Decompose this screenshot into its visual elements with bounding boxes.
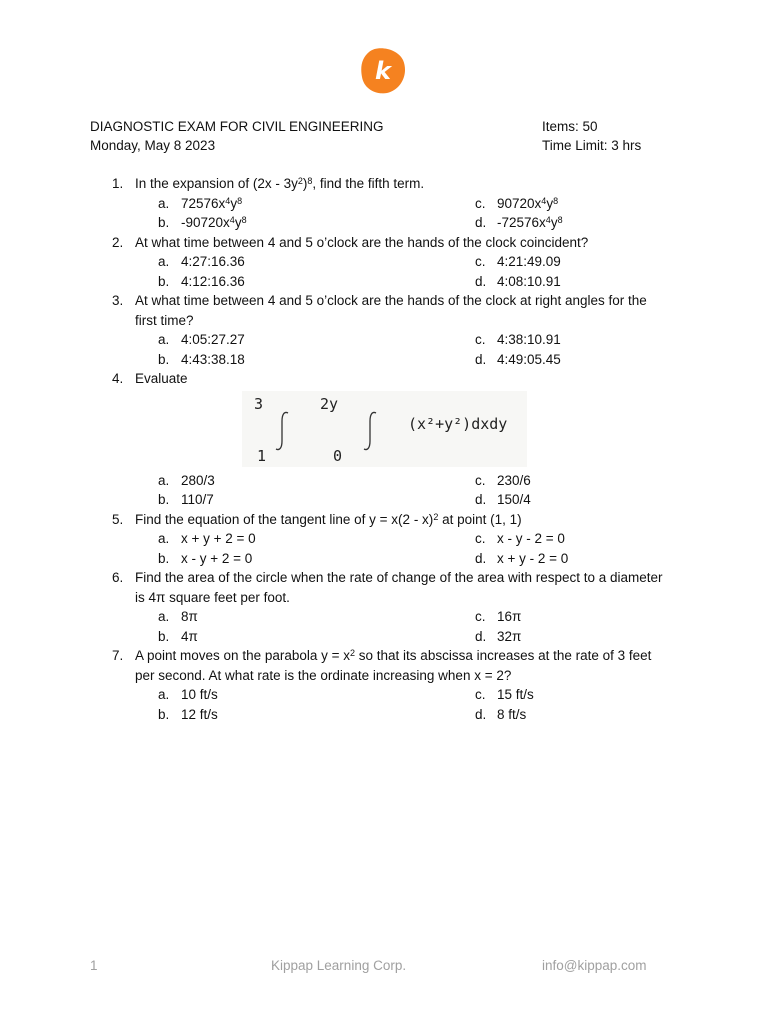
footer-company: Kippap Learning Corp. [271,958,407,973]
choice-text: 110/7 [181,492,214,507]
inner-upper-limit: 2y [320,394,339,413]
footer-email: info@kippap.com [542,958,647,973]
choice-text: x + y - 2 = 0 [497,550,569,566]
choice-letter: c. [475,195,486,211]
question-1 [0,174,768,233]
choice-text: 8π [181,609,198,624]
choice-letter: c. [475,254,486,269]
choice-row [0,549,768,569]
question-number: 6. [112,570,124,585]
choice-text: $90720x^4y^8$ [497,195,559,211]
question-2 [0,233,768,292]
choice-row [0,685,768,705]
choice-letter: d. [475,550,487,566]
choice-text: 4:12:16.36 [181,273,245,289]
question-list [0,174,768,724]
exam-title: DIAGNOSTIC EXAM FOR CIVIL ENGINEERING [90,119,384,134]
choice-letter: c. [475,687,486,702]
choice-letter: d. [475,215,487,230]
choice-letter: b. [158,706,170,722]
choice-row [0,252,768,272]
question-number: 7. [112,648,124,663]
choice-text: 4:08:10.91 [497,273,561,289]
choice-letter: c. [475,332,486,347]
choice-text: x - y + 2 = 0 [181,550,253,566]
choice-text: 12 ft/s [181,706,218,722]
choice-text: x - y - 2 = 0 [497,531,565,546]
integrand: (x²+y²)dxdy [408,414,508,433]
question-line [0,369,768,389]
choice-text: 230/6 [497,472,531,488]
time-limit: Time Limit: 3 hrs [542,138,642,153]
choice-text: $-72576x^4y^8$ [497,215,563,230]
choice-text: 4:27:16.36 [181,254,245,269]
integral-sign [276,412,288,449]
question-6 [0,568,768,646]
choice-letter: b. [158,273,170,289]
choice-text: 8 ft/s [497,706,527,722]
choice-row [0,529,768,549]
question-text-continued: is 4π square feet per foot. [135,589,290,605]
choice-text: $-90720x^4y^8$ [181,215,247,230]
question-text-continued: per second. At what rate is the ordinate increasing when x = 2? [135,667,512,683]
choice-letter: b. [158,351,170,367]
choice-row [0,607,768,627]
question-line [0,233,768,253]
question-text: In the expansion of $(2x - 3y^2)^8$, find the fifth term. [135,176,425,191]
choice-letter: d. [475,351,487,367]
choice-text: 4:38:10.91 [497,332,561,347]
question-3 [0,291,768,369]
choice-text: 4π [181,628,198,644]
choice-row [0,272,768,292]
choice-letter: a. [158,531,170,546]
choice-row [0,330,768,350]
choice-text: 4:21:49.09 [497,254,561,269]
question-line [0,291,768,311]
integral-sign [364,412,376,449]
choice-text: $72576x^4y^8$ [181,195,243,211]
choice-letter: d. [475,492,487,507]
question-line [0,646,768,666]
question-text-continued: first time? [135,312,194,328]
choice-text: 150/4 [497,492,531,507]
question-line [0,174,768,194]
choice-row [0,213,768,233]
choice-row [0,490,768,510]
choice-letter: a. [158,332,170,347]
choice-text: 16π [497,609,522,624]
question-number: 3. [112,293,124,308]
choice-row [0,194,768,214]
choice-row [0,471,768,491]
exam-date: Monday, May 8 2023 [90,138,216,153]
question-4 [0,369,768,510]
choice-letter: b. [158,550,170,566]
choice-row [0,705,768,725]
choice-letter: c. [475,531,486,546]
logo-letter: k [375,57,391,85]
choice-text: 15 ft/s [497,687,534,702]
question-text: Find the equation of the tangent line of y = x(2 - x)$^2$ at point (1, 1) [135,511,522,527]
question-text: At what time between 4 and 5 o’clock are the hands of the clock coincident? [135,234,589,250]
choice-text: 10 ft/s [181,687,218,702]
choice-text: 4:49:05.45 [497,351,561,367]
choice-letter: d. [475,273,487,289]
choice-row [0,627,768,647]
choice-text: 4:05:27.27 [181,332,245,347]
integral-figure [0,389,768,471]
choice-text: 280/3 [181,472,215,488]
choice-letter: a. [158,609,170,624]
choice-letter: a. [158,254,170,269]
choice-letter: b. [158,215,170,230]
choice-letter: a. [158,195,170,211]
choice-text: 32π [497,628,522,644]
question-number: 5. [112,511,124,527]
question-text: Evaluate [135,371,188,386]
question-text: Find the area of the circle when the rate of change of the area with respect to a diameter [135,570,663,585]
inner-lower-limit: 0 [333,446,343,465]
question-line [0,568,768,588]
page-number: 1 [90,958,98,973]
items-count: Items: 50 [542,119,598,134]
choice-letter: b. [158,628,170,644]
choice-text: x + y + 2 = 0 [181,531,256,546]
choice-letter: c. [475,472,486,488]
choice-letter: a. [158,687,170,702]
choice-text: 4:43:38.18 [181,351,245,367]
question-line [0,510,768,530]
kippap-logo [359,46,407,94]
question-number: 4. [112,371,124,386]
choice-letter: a. [158,472,170,488]
choice-letter: b. [158,492,170,507]
question-number: 1. [112,176,124,191]
choice-letter: d. [475,706,487,722]
question-text: A point moves on the parabola $y = x^2$ so that its abscissa increases at the rate of 3 feet [135,648,652,663]
choice-letter: c. [475,609,486,624]
question-number: 2. [112,234,124,250]
outer-lower-limit: 1 [257,446,267,465]
question-text: At what time between 4 and 5 o’clock are the hands of the clock at right angles for the [135,293,647,308]
question-7 [0,646,768,724]
question-5 [0,510,768,569]
outer-upper-limit: 3 [254,394,264,413]
choice-letter: d. [475,628,487,644]
choice-row [0,350,768,370]
